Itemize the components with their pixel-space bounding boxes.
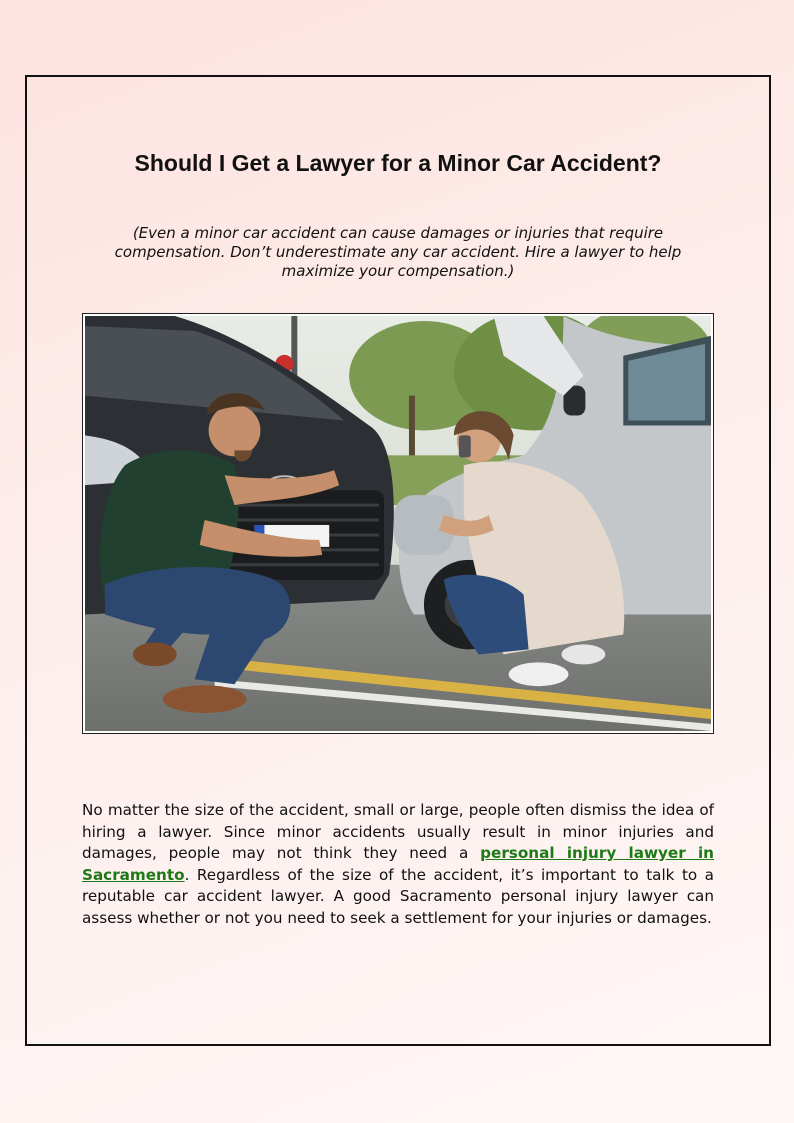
photo-illustration [85,316,711,731]
body-text-after-link: . Regardless of the size of the accident, it’s important to talk to a reputable car accident lawyer. A good Sacramento personal injury lawyer can assess whether or not you need to seek a settlement for your injuries or damages. [82,865,714,927]
body-text-before-link: No matter the size of the accident, small or large, people often dismiss the idea of hiring a lawyer. Since minor accidents usually result in minor injuries and damages, people may not think they need a [82,801,714,862]
personal-injury-lawyer-link[interactable]: personal injury lawyer in Sacramento [82,844,714,884]
car-accident-photo [82,313,714,734]
page-frame [25,75,771,1046]
body-paragraph [82,800,714,929]
page-subtitle: (Even a minor car accident can cause damages or injuries that require compensation. Don’t underestimate any car accident. Hire a lawyer to help maximize your compensation.) [114,224,682,280]
page-title: Should I Get a Lawyer for a Minor Car Accident? [134,150,662,176]
